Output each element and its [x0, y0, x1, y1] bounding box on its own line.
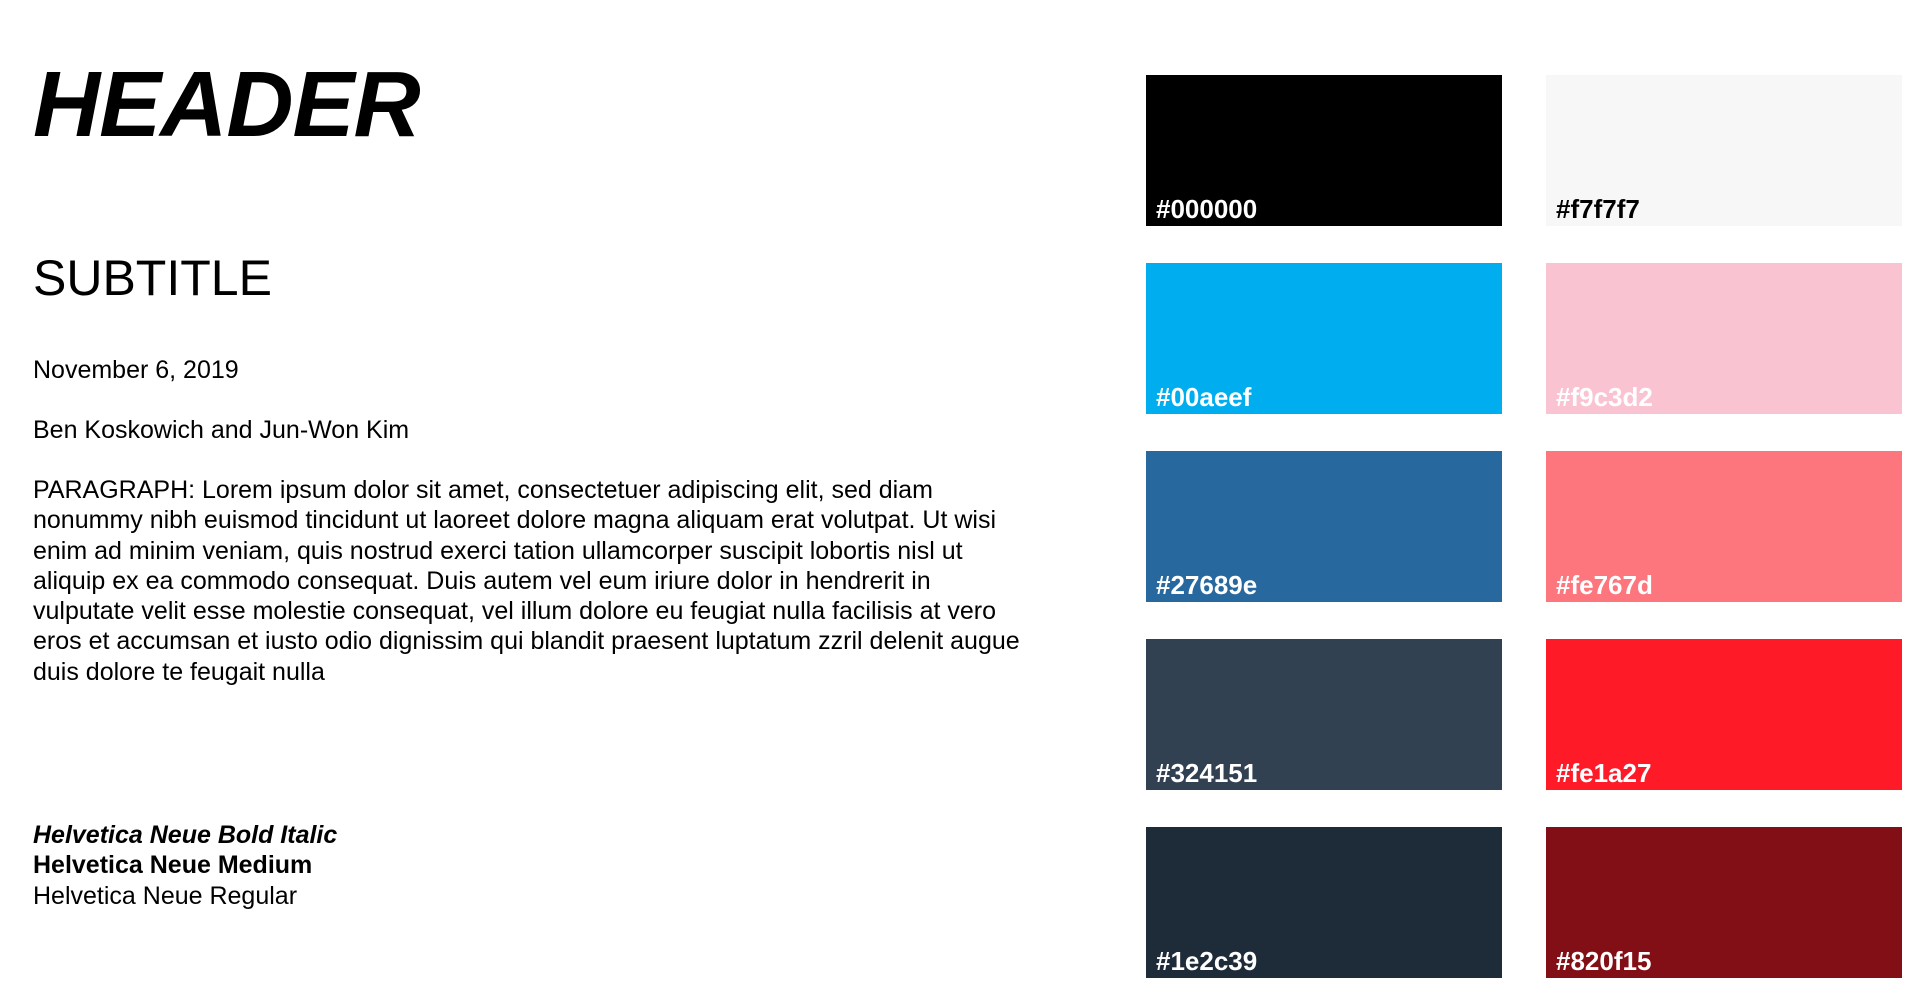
swatch-hex-label: #fe767d — [1556, 569, 1653, 600]
color-swatch — [1146, 451, 1502, 602]
swatch-hex-label: #00aeef — [1156, 381, 1252, 412]
color-swatch — [1546, 639, 1902, 790]
swatch-hex-label: #324151 — [1156, 757, 1258, 788]
swatch-hex-label: #fe1a27 — [1556, 757, 1652, 788]
swatch-hex-label: #f7f7f7 — [1556, 193, 1640, 224]
swatch-hex-label: #27689e — [1156, 569, 1258, 600]
swatch-hex-label: #f9c3d2 — [1556, 381, 1653, 412]
header-title: HEADER — [33, 52, 420, 156]
swatch-hex-label: #1e2c39 — [1156, 945, 1258, 976]
authors: Ben Koskowich and Jun-Won Kim — [33, 416, 410, 444]
swatch-hex-label: #820f15 — [1556, 945, 1652, 976]
color-swatch — [1146, 75, 1502, 226]
color-swatch — [1146, 827, 1502, 978]
subtitle: SUBTITLE — [33, 250, 272, 306]
paragraph: PARAGRAPH: Lorem ipsum dolor sit amet, consectetuer adipiscing elit, sed diam nonummy nibh euismod tincidunt ut laoreet dolore magna aliquam erat volutpat. Ut wisi enim ad minim veniam, quis nostrud exerci tation ullamcorper suscipit lobortis nisl ut aliquip ex ea commodo consequat. Duis autem vel eum iriure dolor in hendrerit in vulputate velit esse molestie consequat, vel illum dolore eu feugiat nulla facilisis at vero eros et accumsan et iusto odio dignissim qui blandit praesent luptatum zzril delenit augue duis dolore te feugait nulla — [33, 476, 1020, 686]
font-name-regular: Helvetica Neue Regular — [33, 881, 298, 910]
color-swatch — [1546, 263, 1902, 414]
color-swatch — [1146, 639, 1502, 790]
font-name-medium: Helvetica Neue Medium — [33, 851, 313, 880]
swatch-hex-label: #000000 — [1156, 193, 1258, 224]
color-swatch — [1546, 827, 1902, 978]
font-name-bold-italic: Helvetica Neue Bold Italic — [33, 821, 338, 849]
color-swatch — [1546, 451, 1902, 602]
font-list — [33, 820, 337, 911]
date: November 6, 2019 — [33, 356, 239, 384]
color-swatch — [1546, 75, 1902, 226]
color-palette — [1146, 75, 1902, 978]
color-swatch — [1146, 263, 1502, 414]
